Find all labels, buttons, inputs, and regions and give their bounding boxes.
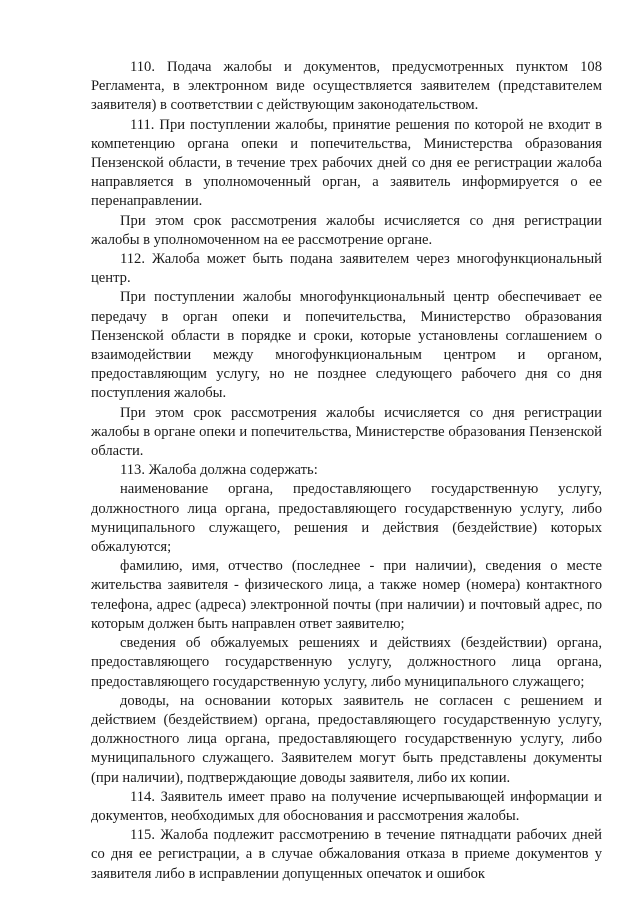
paragraph-112-term: При этом срок рассмотрения жалобы исчисляется со дня регистрации жалобы в органе опеки и попечительства, Министерстве образования Пензенской области.: [91, 404, 602, 460]
paragraph-113-item-decisions: сведения об обжалуемых решениях и действиях (бездействии) органа, предоставляющего государственную услугу, должностного лица органа, предоставляющего государственную услугу, либо муниципального служащего;: [91, 635, 602, 690]
document-page: [91, 58, 602, 884]
paragraph-113-item-name: наименование органа, предоставляющего государственную услугу, должностного лица органа, предоставляющего государственную услугу, либо муниципального служащего, решения и действия (бездействие) которых обжалуются;: [91, 481, 602, 556]
paragraph-113-item-arguments: доводы, на основании которых заявитель не согласен с решением и действием (бездействием) органа, предоставляющего государственную услугу, должностного лица органа, предоставляющего государственную услугу, либо муниципального служащего. Заявителем могут быть представлены документы (при наличии), подтверждающие доводы заявителя, либо их копии.: [91, 692, 602, 786]
paragraph-111-term: При этом срок рассмотрения жалобы исчисляется со дня регистрации жалобы в уполномоченном на ее рассмотрение органе.: [91, 212, 602, 248]
paragraph-113-item-applicant: фамилию, имя, отчество (последнее - при наличии), сведения о месте жительства заявителя - физического лица, а также номер (номера) контактного телефона, адрес (адреса) электронной почты (при наличии) и почтовый адрес, по которым должен быть направлен ответ заявителю;: [91, 558, 602, 632]
paragraph-114: 114. Заявитель имеет право на получение исчерпывающей информации и документов, необходимых для обоснования и рассмотрения жалобы.: [91, 788, 602, 824]
paragraph-110: 110. Подача жалобы и документов, предусмотренных пунктом 108 Регламента, в электронном виде осуществляется заявителем (представителем заявителя) в соответствии с действующим законодательством.: [91, 59, 602, 114]
paragraph-113: 113. Жалоба должна содержать:: [120, 462, 318, 479]
paragraph-111: 111. При поступлении жалобы, принятие решения по которой не входит в компетенцию органа опеки и попечительства, Министерства образования Пензенской области, в течение трех рабочих дней со дня ее регистрации жалоба направляется в уполномоченный орган, а заявитель информируется о ее перенаправлении.: [91, 116, 602, 210]
paragraph-115: 115. Жалоба подлежит рассмотрению в течение пятнадцати рабочих дней со дня ее регистрации, а в случае обжалования отказа в приеме документов у заявителя либо в исправлении допущенных опечаток и ошибок: [91, 827, 602, 882]
paragraph-112: 112. Жалоба может быть подана заявителем через многофункциональный центр.: [91, 251, 602, 287]
paragraph-112-mfc: При поступлении жалобы многофункциональный центр обеспечивает ее передачу в орган опеки и попечительства, Министерство образования Пензенской области в порядке и сроки, которые установлены соглашением о взаимодействии между многофункциональным центром и органом, предоставляющим услугу, но не позднее следующего рабочего дня со дня поступления жалобы.: [91, 289, 602, 402]
